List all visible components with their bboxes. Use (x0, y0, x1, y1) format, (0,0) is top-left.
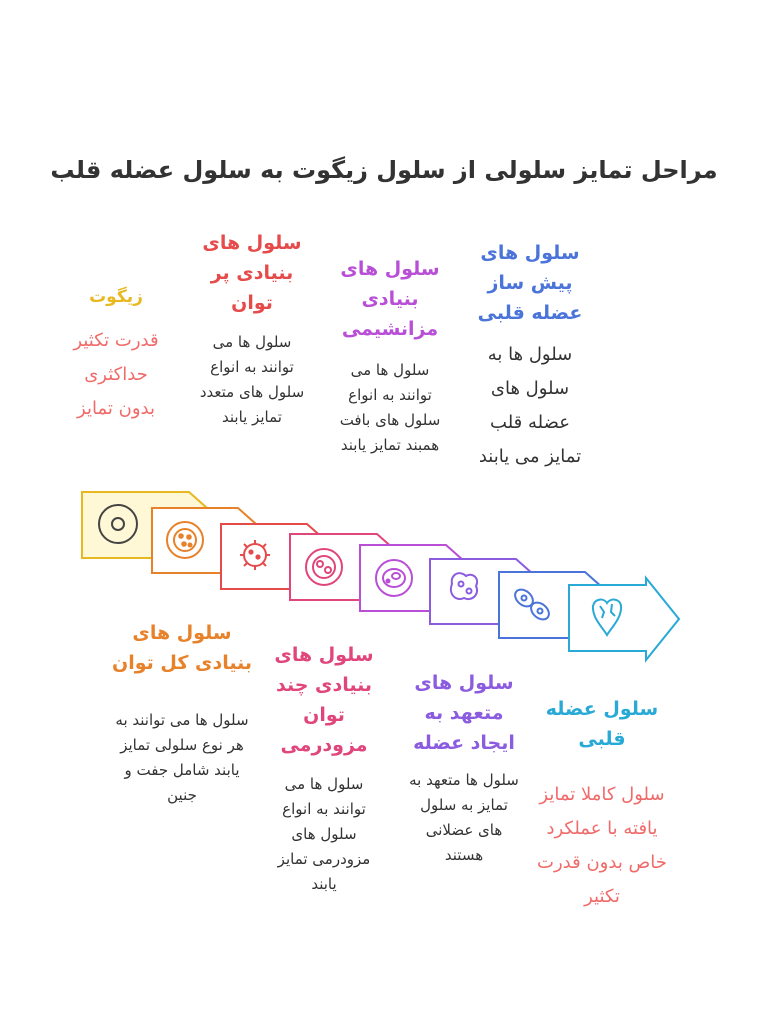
stage-cardiomyocyte-title: سلول عضله قلبی (545, 698, 659, 750)
stage-mesenchymal-title: سلول های بنیادی مزانشیمی (340, 258, 440, 340)
stage-pluripotent-label (196, 228, 308, 430)
stage-totipotent-title: سلول های بنیادی کل توان (112, 622, 252, 674)
stage-pluripotent-desc: سلول ها می توانند به انواع سلول های متعدد تمایز یابند (199, 333, 305, 426)
page-title: مراحل تمایز سلولی از سلول زیگوت به سلول عضله قلب (50, 156, 718, 184)
stage-totipotent-desc: سلول ها می توانند به هر نوع سلولی تمایز یابند شامل جفت و جنین (115, 711, 249, 804)
stage-mesodermal-title: سلول های بنیادی چند توان مزودرمی (274, 644, 374, 756)
stage-committed-label (408, 668, 520, 868)
stage-zygote-title: زیگوت (89, 287, 143, 307)
stage-zygote-label (64, 282, 168, 426)
stage-cardiomyocyte-label (536, 694, 668, 914)
stage-committed-desc: سلول ها متعهد به تمایز به سلول های عضلانی هستند (409, 771, 519, 864)
stage-zygote-desc: قدرت تکثیر حداکثری بدون تمایز (73, 330, 159, 419)
stage-committed-title: سلول های متعهد به ایجاد عضله (413, 672, 515, 754)
stage-pluripotent-title: سلول های بنیادی پر توان (202, 232, 302, 314)
stage-cardiomyocyte-arrow (569, 578, 679, 660)
stage-totipotent-label (112, 618, 252, 808)
stage-mesenchymal-desc: سلول ها می توانند به انواع سلول های بافت همبند تمایز یابند (339, 361, 441, 454)
stage-mesodermal-label (268, 640, 380, 897)
stage-cardiomyocyte-desc: سلول کاملا تمایز یافته با عملکرد خاص بدون قدرت تکثیر (537, 784, 667, 907)
stage-progenitor-label (474, 238, 586, 474)
stage-progenitor-title: سلول های پیش ساز عضله قلبی (477, 242, 583, 324)
stage-mesodermal-desc: سلول ها می توانند به انواع سلول های مزودرمی تمایز یابند (277, 775, 371, 893)
stage-mesenchymal-label (334, 254, 446, 458)
stage-progenitor-desc: سلول ها به سلول های عضله قلب تمایز می یابند (478, 344, 582, 467)
